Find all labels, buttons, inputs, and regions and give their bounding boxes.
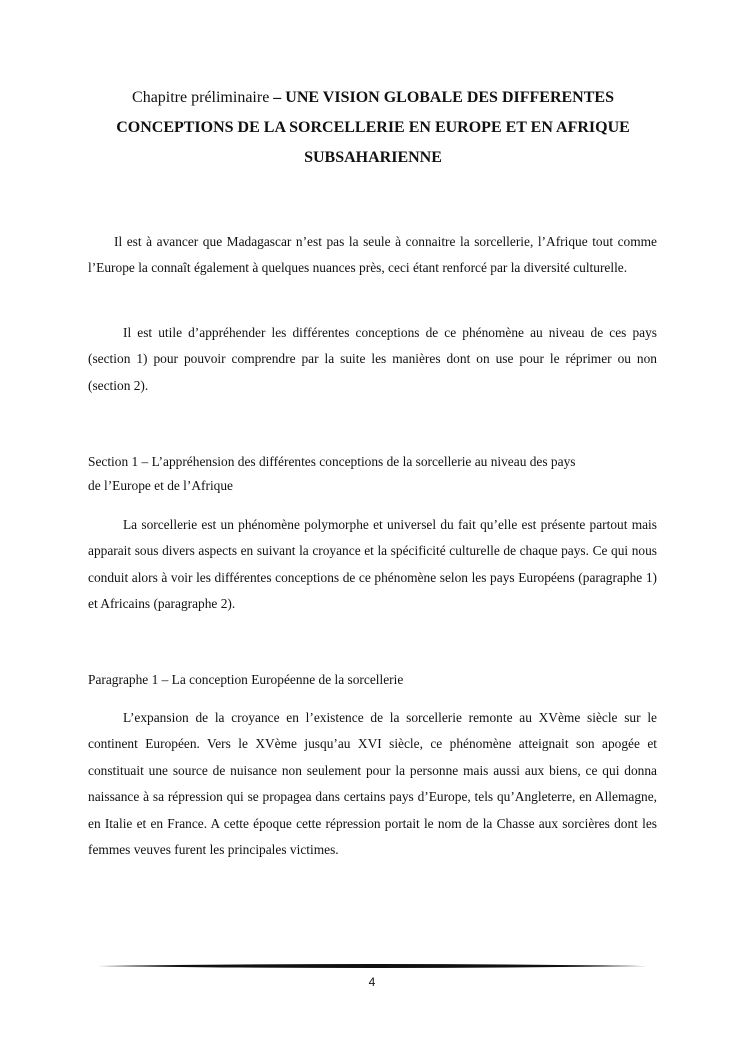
paragraph-1-body: L’expansion de la croyance en l’existence de la sorcellerie remonte au XVème siècle sur le continent Européen. Vers le XVème jusqu’au XVI siècle, ce phénomène atteignait son apogée et constituait une source de nuisance non seulement pour la personne mais aussi aux biens, ce qui donna naissance à sa répression qui se propagea dans certains pays d’Europe, tels qu’Angleterre, en Allemagne, en Italie et en France. A cette époque cette répression portait le nom de la Chasse aux sorcières dont les femmes veuves furent les principales victimes. xyxy=(88,710,657,858)
intro-paragraph-2: Il est utile d’appréhender les différentes conceptions de ce phénomène au niveau de ces pays (section 1) pour pouvoir comprendre par la suite les manières dont on use pour le réprimer ou non (section 2). xyxy=(88,325,657,393)
chapter-title-prefix: Chapitre préliminaire xyxy=(132,89,270,106)
paragraph-1-heading: Paragraphe 1 – La conception Européenne de la sorcellerie xyxy=(88,672,404,687)
section-1-heading xyxy=(88,450,657,498)
intro-paragraph-1: Il est à avancer que Madagascar n’est pas la seule à connaitre la sorcellerie, l’Afrique tout comme l’Europe la connaît également à quelques nuances près, ceci étant renforcé par la diversité culturelle. xyxy=(88,234,657,276)
section-1-paragraph: La sorcellerie est un phénomène polymorphe et universel du fait qu’elle est présente partout mais apparait sous divers aspects en suivant la croyance et la spécificité culturelle de chaque pays. Ce qui nous conduit alors à voir les différentes conceptions de ce phénomène selon les pays Européens (paragraphe 1) et Africains (paragraphe 2). xyxy=(88,517,657,612)
chapter-title xyxy=(88,83,658,173)
footer-divider xyxy=(98,962,646,970)
section-1-heading-line-2: de l’Europe et de l’Afrique xyxy=(88,478,234,493)
chapter-title-main: – UNE VISION GLOBALE DES DIFFERENTES CONCEPTIONS DE LA SORCELLERIE EN EUROPE ET EN AFRIQUE SUBSAHARIENNE xyxy=(116,89,630,166)
page-number: 4 xyxy=(368,975,376,989)
section-1-heading-line-1: Section 1 – L’appréhension des différentes conceptions de la sorcellerie au niveau des pays xyxy=(88,454,576,469)
